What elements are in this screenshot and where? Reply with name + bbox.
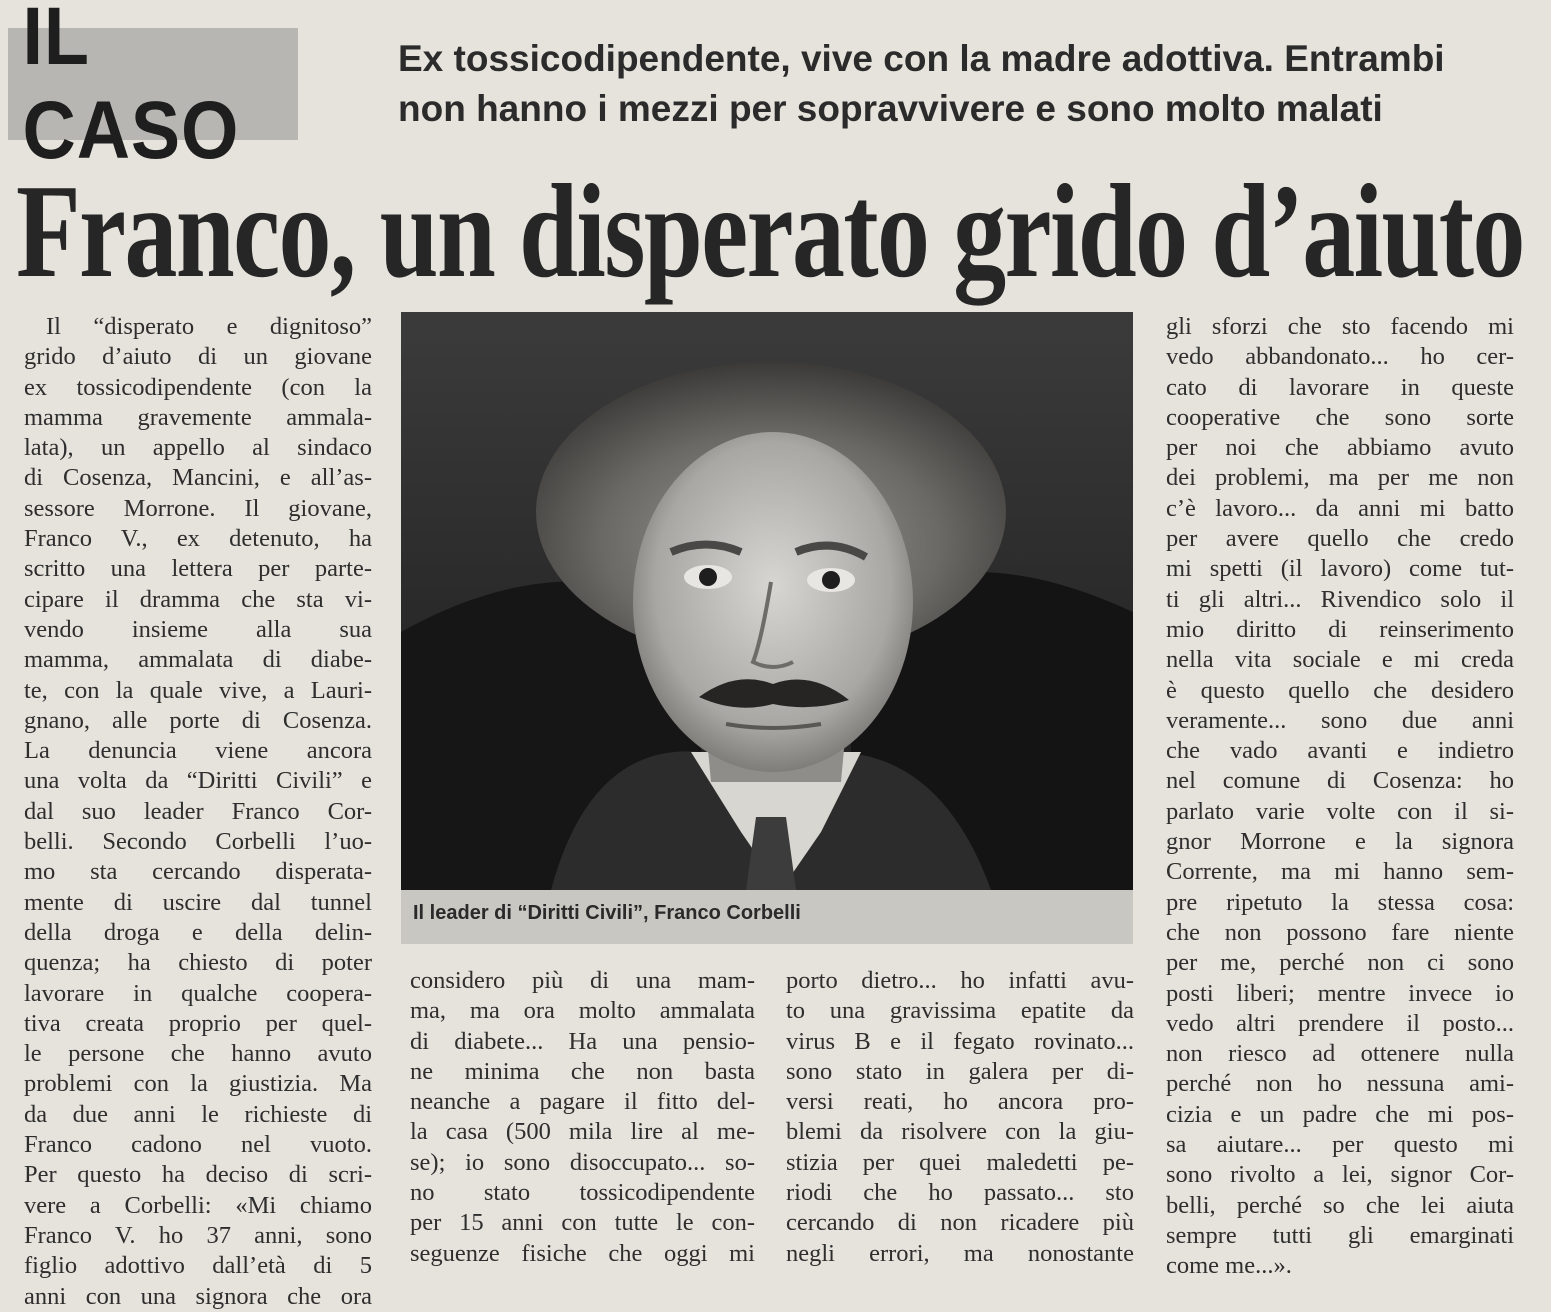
article-line: le persone che hanno avuto: [24, 1040, 372, 1068]
article-line: che non possono fare niente: [1166, 918, 1514, 946]
article-line: dei problemi, ma per me non: [1166, 464, 1514, 492]
article-line: per 15 anni con tutte le con-: [410, 1209, 755, 1237]
article-line: grido d’aiuto di un giovane: [24, 343, 372, 371]
article-line: tiva creata proprio per quel-: [24, 1009, 372, 1037]
article-line: cipare il dramma che sta vi-: [24, 585, 372, 613]
kicker-box: [8, 0, 298, 176]
article-line: belli, perché so che lei aiuta: [1166, 1191, 1514, 1219]
article-line: che vado avanti e indietro: [1166, 737, 1514, 765]
article-line: neanche a pagare il fitto del-: [410, 1088, 755, 1116]
article-line: seguenze fisiche che oggi mi: [410, 1239, 755, 1267]
article-line: sono rivolto a lei, signor Cor-: [1166, 1161, 1514, 1189]
article-line: cooperative che sono sorte: [1166, 403, 1514, 431]
article-column-3: [786, 966, 1134, 1269]
article-line: di diabete... Ha una pensio-: [410, 1027, 755, 1055]
article-line: vere a Corbelli: «Mi chiamo: [24, 1191, 372, 1219]
article-line: riodi che ho passato... sto: [786, 1179, 1134, 1207]
photo-caption: Il leader di “Diritti Civili”, Franco Corbelli: [413, 902, 801, 924]
article-line: veramente... sono due anni: [1166, 706, 1514, 734]
article-line: cercando di non ricadere più: [786, 1209, 1134, 1237]
portrait-image: [401, 312, 1133, 944]
article-line: sa aiutare... per questo mi: [1166, 1131, 1514, 1159]
article-line: è questo quello che desidero: [1166, 676, 1514, 704]
article-line: mamma, ammalata di diabe-: [24, 646, 372, 674]
article-line: negli errori, ma nonostante: [786, 1239, 1134, 1267]
article-line: vedo abbandonato... ho cer-: [1166, 343, 1514, 371]
article-line: cizia e un padre che mi pos-: [1166, 1100, 1514, 1128]
article-line: c’è lavoro... da anni mi batto: [1166, 494, 1514, 522]
article-column-2: [410, 966, 755, 1269]
article-line: lavorare in qualche coopera-: [24, 979, 372, 1007]
article-column-1: [24, 312, 372, 1312]
article-line: blemi da risolvere con la giu-: [786, 1118, 1134, 1146]
article-line: pre ripetuto la stessa cosa:: [1166, 888, 1514, 916]
article-line: per noi che abbiamo avuto: [1166, 434, 1514, 462]
article-line: to una gravissima epatite da: [786, 997, 1134, 1025]
article-line: se); io sono disoccupato... so-: [410, 1148, 755, 1176]
article-line: ma, ma ora molto ammalata: [410, 997, 755, 1025]
article-line: per me, perché non ci sono: [1166, 949, 1514, 977]
article-line: gnor Morrone e la signora: [1166, 828, 1514, 856]
article-line: ex tossicodipendente (con la: [24, 373, 372, 401]
article-line: di Cosenza, Mancini, e all’as-: [24, 464, 372, 492]
article-line: ti gli altri... Rivendico solo il: [1166, 585, 1514, 613]
article-line: Corrente, ma mi hanno sem-: [1166, 858, 1514, 886]
article-line: te, con la quale vive, a Lauri-: [24, 676, 372, 704]
article-line: mo sta cercando disperata-: [24, 858, 372, 886]
article-line: Il “disperato e dignitoso”: [46, 313, 372, 340]
article-line: vendo insieme alla sua: [24, 615, 372, 643]
article-line: mio diritto di reinserimento: [1166, 615, 1514, 643]
article-line: nel comune di Cosenza: ho: [1166, 767, 1514, 795]
article-line: quenza; ha chiesto di poter: [24, 949, 372, 977]
article-line: non riesco ad ottenere nulla: [1166, 1040, 1514, 1068]
article-line: sessore Morrone. Il giovane,: [24, 494, 372, 522]
article-line: dal suo leader Franco Cor-: [24, 797, 372, 825]
article-line: posti liberi; mentre invece io: [1166, 979, 1514, 1007]
article-line: cato di lavorare in queste: [1166, 373, 1514, 401]
article-line: della droga e della delin-: [24, 918, 372, 946]
article-line: sempre tutti gli emarginati: [1166, 1221, 1514, 1249]
article-line: gnano, alle porte di Cosenza.: [24, 706, 372, 734]
article-line: anni con una signora che ora: [24, 1282, 372, 1310]
article-line: come me...».: [1166, 1252, 1292, 1280]
article-line: mamma gravemente ammala-: [24, 403, 372, 431]
article-line: Franco V., ex detenuto, ha: [24, 525, 372, 553]
article-column-4: [1166, 312, 1514, 1282]
article-line: porto dietro... ho infatti avu-: [786, 967, 1134, 994]
article-line: versi reati, ho ancora pro-: [786, 1088, 1134, 1116]
article-line: mente di uscire dal tunnel: [24, 888, 372, 916]
photo-franco-corbelli: [401, 312, 1133, 944]
article-line: figlio adottivo dall’età di 5: [24, 1252, 372, 1280]
article-line: sono stato in galera per di-: [786, 1057, 1134, 1085]
article-line: la casa (500 mila lire al me-: [410, 1118, 755, 1146]
article-line: virus B e il fegato rovinato...: [786, 1027, 1134, 1055]
article-line: lata), un appello al sindaco: [24, 434, 372, 462]
article-line: ne minima che non basta: [410, 1057, 755, 1085]
article-line: una volta da “Diritti Civili” e: [24, 767, 372, 795]
article-line: perché non ho nessuna ami-: [1166, 1070, 1514, 1098]
article-line: problemi con la giustizia. Ma: [24, 1070, 372, 1098]
article-line: no stato tossicodipendente: [410, 1179, 755, 1207]
article-line: da due anni le richieste di: [24, 1100, 372, 1128]
article-line: considero più di una mam-: [410, 967, 755, 994]
article-line: Franco V. ho 37 anni, sono: [24, 1221, 372, 1249]
deck-line: non hanno i mezzi per sopravvivere e sono molto malati: [398, 88, 1383, 129]
article-line: gli sforzi che sto facendo mi: [1166, 313, 1514, 340]
article-line: mi spetti (il lavoro) come tut-: [1166, 555, 1514, 583]
article-line: belli. Secondo Corbelli l’uo-: [24, 828, 372, 856]
deck-line: Ex tossicodipendente, vive con la madre adottiva. Entrambi: [398, 38, 1445, 79]
kicker-label: IL CASO: [22, 0, 240, 176]
article-line: scritto una lettera per parte-: [24, 555, 372, 583]
article-line: parlato varie volte con il si-: [1166, 797, 1514, 825]
article-line: vedo altri prendere il posto...: [1166, 1009, 1514, 1037]
article-line: Franco cadono nel vuoto.: [24, 1131, 372, 1159]
headline: Franco, un disperato grido d’aiuto: [16, 157, 1524, 305]
article-line: nella vita sociale e mi creda: [1166, 646, 1514, 674]
article-line: La denuncia viene ancora: [24, 737, 372, 765]
article-line: Per questo ha deciso di scri-: [24, 1161, 372, 1189]
deck-subheadline: [398, 34, 1538, 134]
article-line: stizia per quei maledetti pe-: [786, 1148, 1134, 1176]
article-line: per avere quello che credo: [1166, 525, 1514, 553]
